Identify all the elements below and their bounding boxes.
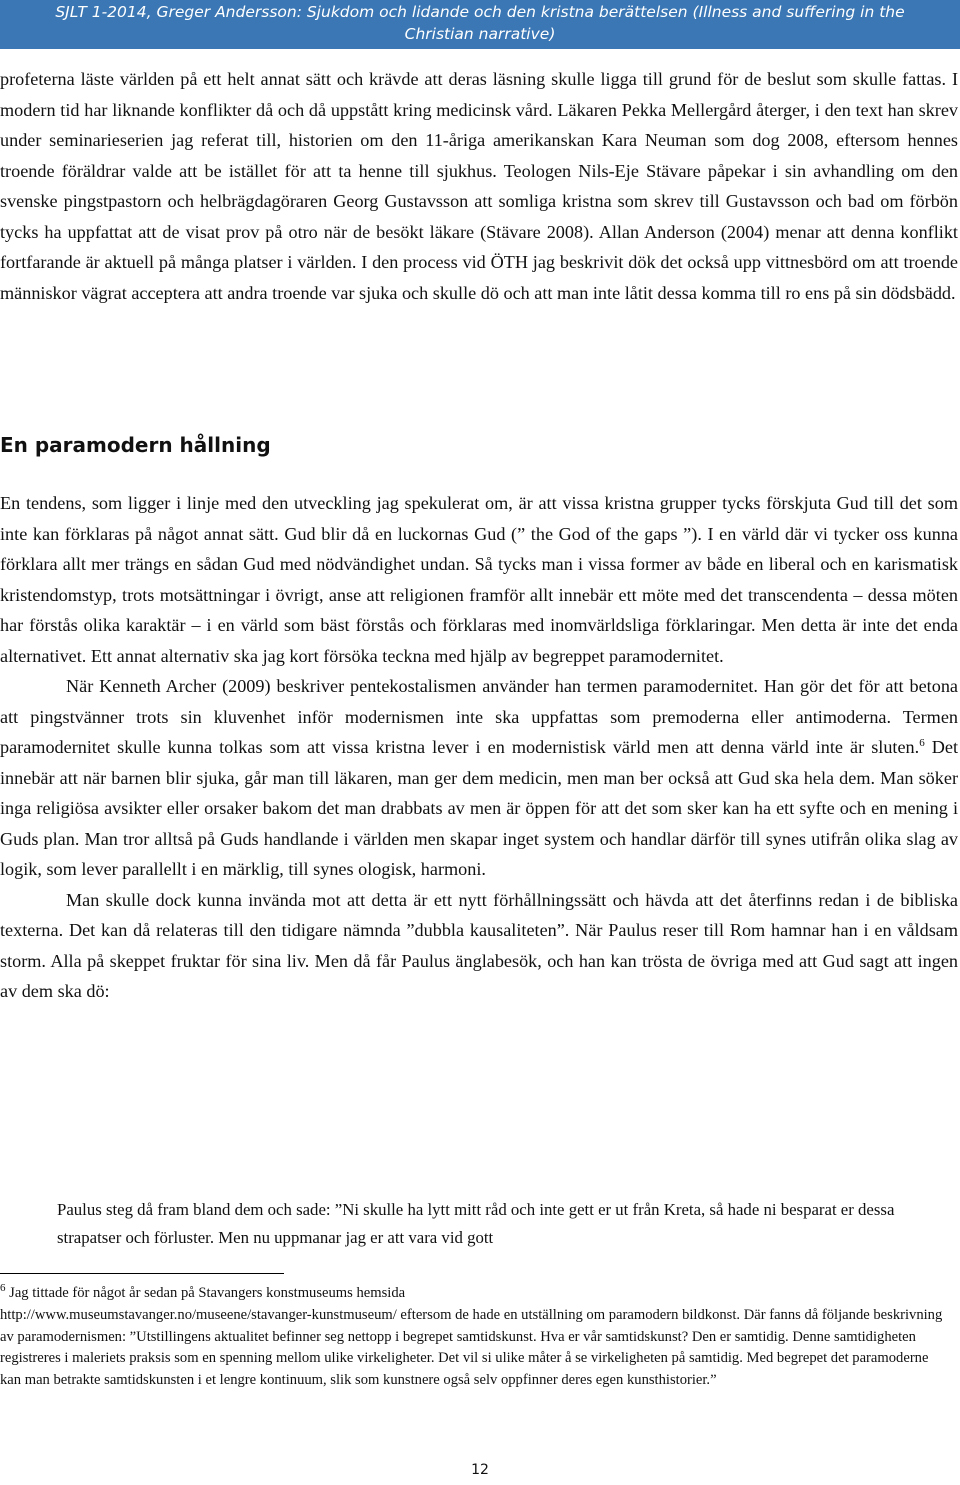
header-line-2: Christian narrative) <box>404 25 556 43</box>
section-heading: En paramodern hållning <box>0 433 271 457</box>
body-paragraph-2 <box>0 671 958 885</box>
footnote-line-1: Jag tittade för något år sedan på Stavangers konstmuseums hemsida <box>5 1285 406 1301</box>
body-paragraph-3: Man skulle dock kunna invända mot att detta är ett nytt förhållningssätt och hävda att det återfinns redan i de bibliska texterna. Det kan då relateras till den tidigare nämnda ”dubbla kausaliteten”. När Paulus reser till Rom hamnar han i en våldsam storm. Alla på skeppet fruktar för sina liv. Men då får Paulus änglabesök, och han kan trösta de övriga med att Gud sagt att ingen av dem ska dö: <box>0 889 958 1001</box>
header-line-1: SJLT 1-2014, Greger Andersson: Sjukdom och lidande och den kristna berättelsen (Illness and suffering in the <box>55 3 905 21</box>
footnote <box>0 1283 952 1392</box>
footnote-number: 6 <box>0 1282 6 1295</box>
footnote-reference: 6 <box>919 736 925 749</box>
footnote-separator <box>0 1273 284 1274</box>
section-body <box>0 488 958 1007</box>
body-paragraph-1: En tendens, som ligger i linje med den utveckling jag spekulerat om, är att vissa kristna grupper tycks förskjuta Gud till det som inte kan förklaras på något annat sätt. Gud blir då en luckornas Gud (” the God of the gaps ”). I en värld där vi tycker oss kunna förklara allt mer trängs en sådan Gud med nödvändighet undan. Så tycks man i vissa former av både en liberal och en karismatisk kristendomstyp, trots motsättningar i övrigt, anse att religionen framför allt innebär ett möte med det transcendenta – dessa möten har förstås olika karaktär – i en värld som bäst förstås och förklaras med inomvärldsliga förklaringar. Men detta är inte det enda alternativet. Ett annat alternativ ska jag kort försöka teckna med hjälp av begreppet paramodernitet. <box>0 493 958 666</box>
body-paragraph-2-part-a: När Kenneth Archer (2009) beskriver pentekostalismen använder han termen paramodernitet. Han gör det för att betona att pingstvänner trots sin kluvenhet inför modernismen inte ska uppfattas som premoderna eller antimoderna. Termen paramodernitet skulle kunna tolkas som att vissa kristna lever i en modernistisk värld men att denna värld inte är sluten. <box>0 676 958 757</box>
page-number: 12 <box>471 1462 489 1478</box>
body-paragraph-continued: profeterna läste världen på ett helt annat sätt och krävde att deras läsning skulle ligga till grund för de beslut som skulle fattas. I modern tid har liknande konflikter då och då uppstått kring medicinsk vård. Läkaren Pekka Mellergård återger, i den text han skrev under seminarieserien jag referat till, historien om den 11-åriga amerikanskan Kara Neuman som dog 2008, eftersom hennes troende föräldrar valde att be istället för att ta henne till sjukhus. Teologen Nils-Eje Stävare påpekar i sin avhandling om den svenske pingstpastorn och helbrägdagöraren Georg Gustavsson att somliga kristna som skrev till Gustavsson och bad om förbön tycks ha uppfattat att de visat prov på otro när de besökt läkare (Stävare 2008). Allan Anderson (2004) menar att denna konflikt fortfarande är aktuell på många platser i världen. I den process vid ÖTH jag beskrivit dök det också upp vittnesbörd om att troende människor vägrat acceptera att andra troende var sjuka och skulle dö och att man inte låtit dessa komma till ro ens på sin dödsbädd. <box>0 69 958 303</box>
running-header <box>0 0 960 49</box>
block-quote: Paulus steg då fram bland dem och sade: ”Ni skulle ha lytt mitt råd och inte gett er ut från Kreta, så hade ni besparat er dessa strapatser och förluster. Men nu uppmanar jag er att vara vid gott <box>57 1200 895 1247</box>
body-paragraph-2-part-b: Det innebär att när barnen blir sjuka, går man till läkaren, man ger dem medicin, men man ber också att Gud ska hela dem. Man söker inga religiösa avsikter eller orsaker bakom det man drabbats av men är öppen för att det som sker kan ha ett syfte och en mening i Guds plan. Man tror alltså på Guds handlande i världen men skapar inget system och handlar därför till synes utifrån olika slag av logik, som lever parallellt i en märklig, till synes ologisk, harmoni. <box>0 737 959 879</box>
footnote-body: http://www.museumstavanger.no/museene/stavanger-kunstmuseum/ eftersom de hade en utställning om paramodern bildkonst. Där fanns då följande beskrivning av paramodernismen: ”Utstillingens aktualitet befinner seg nettopp i begrepet samtidskunst. Hva er vår samtidskunst? Den er samtidig. Denne samtidigheten registreres i maleriets praksis som en spenning mellom ulike virkeligheter. Det vil si ulike måter å se virkeligheten på samtidig. Med begrepet det paramoderne kan man betrakte samtidskunsten i et lengre kontinuum, slik som kunstnere også selv oppfinner deres egen kunsthistorier.” <box>0 1306 943 1389</box>
